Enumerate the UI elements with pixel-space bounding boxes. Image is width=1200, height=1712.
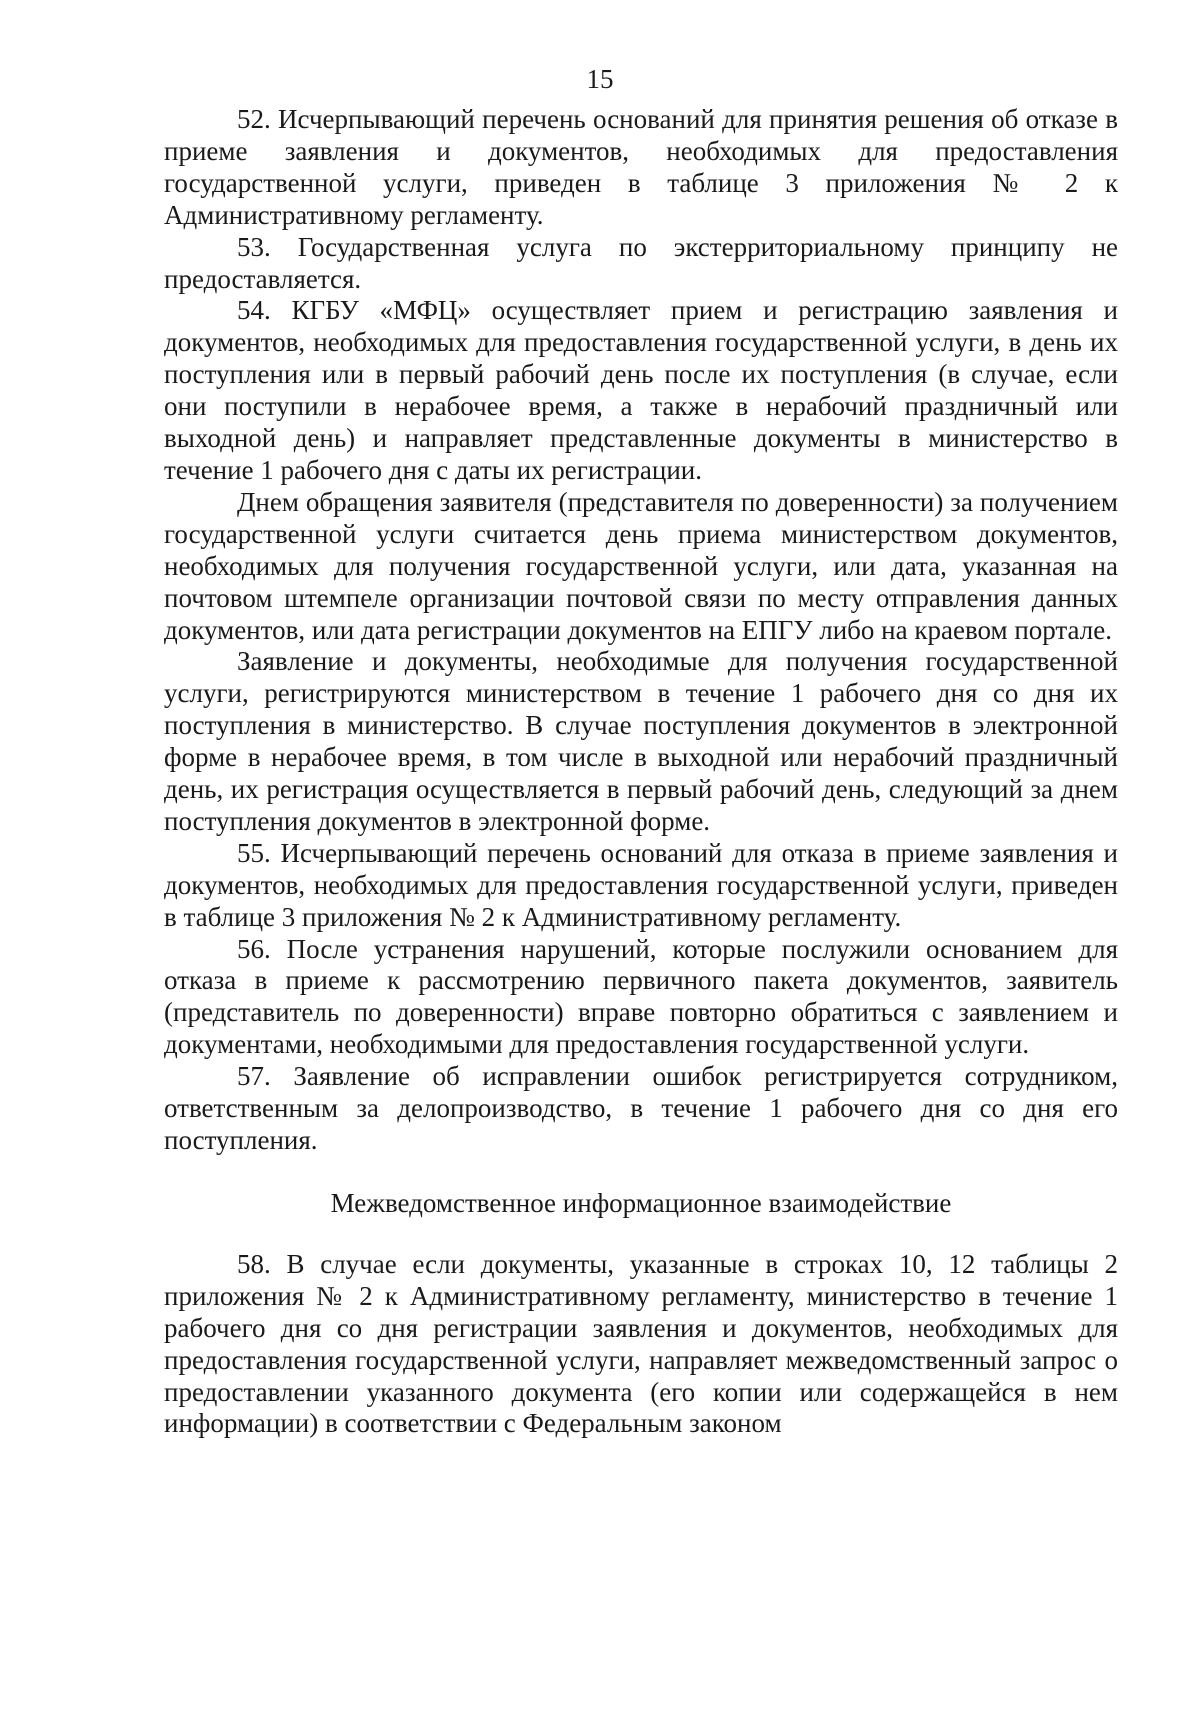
paragraph-54-registration: Заявление и документы, необходимые для получения государственной услуги, регистрируются министерством в течение 1 рабочего дня со дня их поступления в министерство. В случае поступления документов в электронной форме в нерабочее время, в том числе в выходной или нерабочий праздничный день, их регистрация осуществляется в первый рабочий день, следующий за днем поступления документов в электронной форме. (164, 646, 1118, 836)
paragraph-53: 53. Государственная услуга по экстерриториальному принципу не предоставляется. (164, 231, 1118, 294)
page-number: 15 (586, 64, 614, 94)
document-body (164, 104, 1118, 1440)
paragraph-56: 56. После устранения нарушений, которые послужили основанием для отказа в приеме к рассмотрению первичного пакета документов, заявитель (представитель по доверенности) вправе повторно обратиться с заявлением и документами, необходимыми для предоставления государственной услуги. (164, 933, 1118, 1060)
paragraph-55: 55. Исчерпывающий перечень оснований для отказа в приеме заявления и документов, необходимых для предоставления государственной услуги, приведен в таблице 3 приложения № 2 к Административному регламенту. (164, 837, 1118, 932)
paragraph-54: 54. КГБУ «МФЦ» осуществляет прием и регистрацию заявления и документов, необходимых для предоставления государственной услуги, в день их поступления или в первый рабочий день после их поступления (в случае, если они поступили в нерабочее время, а также в нерабочий праздничный или выходной день) и направляет представленные документы в министерство в течение 1 рабочего дня с даты их регистрации. (164, 295, 1118, 485)
paragraph-54-appeal-day: Днем обращения заявителя (представителя по доверенности) за получением государственной услуги считается день приема министерством документов, необходимых для получения государственной услуги, или дата, указанная на почтовом штемпеле организации почтовой связи по месту отправления данных документов, или дата регистрации документов на ЕПГУ либо на краевом портале. (164, 486, 1118, 645)
paragraph-57: 57. Заявление об исправлении ошибок регистрируется сотрудником, ответственным за делопроизводство, в течение 1 рабочего дня со дня его поступления. (164, 1061, 1118, 1155)
paragraph-52: 52. Исчерпывающий перечень оснований для принятия решения об отказе в приеме заявления и документов, необходимых для предоставления государственной услуги, приведен в таблице 3 приложения № 2 к Административному регламенту. (164, 104, 1118, 230)
paragraph-58: 58. В случае если документы, указанные в строках 10, 12 таблицы 2 приложения № 2 к Административному регламенту, министерство в течение 1 рабочего дня со дня регистрации заявления и документов, необходимых для предоставления государственной услуги, направляет межведомственный запрос о предоставлении указанного документа (его копии или содержащейся в нем информации) в соответствии с Федеральным законом (164, 1248, 1118, 1439)
section-heading: Межведомственное информационное взаимодействие (330, 1187, 952, 1218)
